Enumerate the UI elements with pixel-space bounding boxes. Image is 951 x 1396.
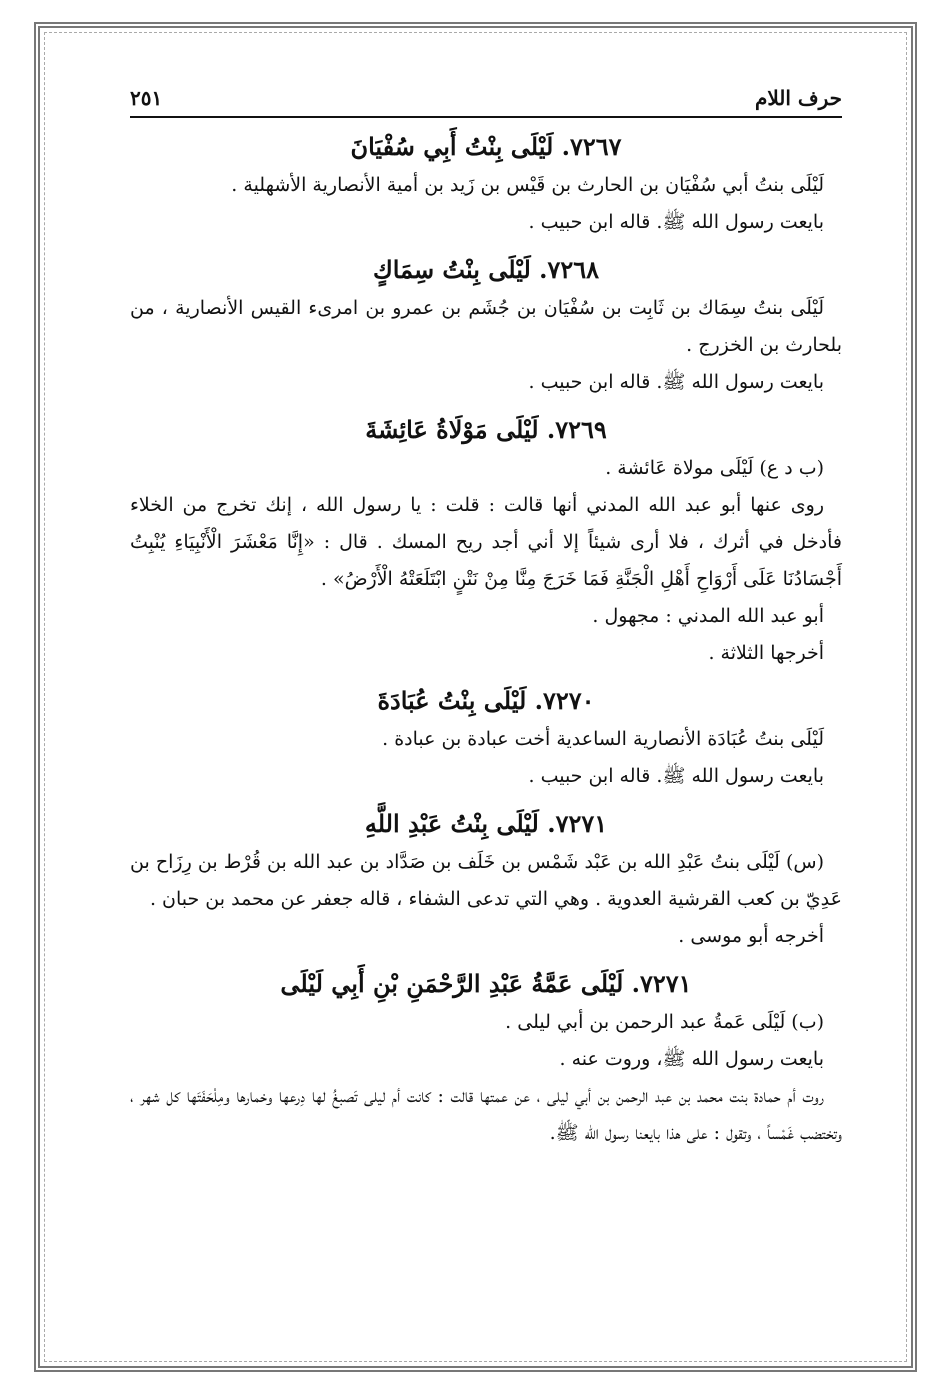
entry-paragraph: بايعت رسول الله ﷺ. قاله ابن حبيب . <box>528 765 824 787</box>
entry-title: ٧٢٦٨. لَيْلَى بِنْتُ سِمَاكٍ <box>372 255 600 284</box>
page <box>130 72 842 1372</box>
entry-paragraph: (س) لَيْلَى بنتُ عَبْدِ الله بن عَبْد شَمْس بن خَلَف بن صَدَّاد بن عبد الله بن قُرْط بن رِزَاح بن عَدِيّ بن كعب القرشية العدوية . وهي التي تدعى الشفاء ، قاله جعفر عن محمد بن حبان . <box>130 851 842 910</box>
entry-paragraph: بايعت رسول الله ﷺ. قاله ابن حبيب . <box>528 371 824 393</box>
entry-paragraph: (ب د ع) لَيْلَى مولاة عَائشة . <box>605 457 824 479</box>
entry <box>130 132 842 241</box>
entry-paragraph: بايعت رسول الله ﷺ، وروت عنه . <box>559 1048 824 1070</box>
entry <box>130 415 842 672</box>
entry <box>130 969 842 1152</box>
entry-paragraph: أخرجها الثلاثة . <box>708 642 824 664</box>
entry-paragraph: لَيْلَى بنتُ سِمَاك بن ثَابِت بن سُفْيَان بن جُشَم بن عمرو بن امرىء القيس الأنصارية ، من بلحارث بن الخزرج . <box>130 297 842 356</box>
entry-paragraph: أخرجه أبو موسى . <box>678 925 824 947</box>
chapter-title: حرف اللام <box>754 86 842 110</box>
entry-paragraph: بايعت رسول الله ﷺ. قاله ابن حبيب . <box>528 211 824 233</box>
entry-title: ٧٢٧٠. لَيْلَى بِنْتُ عُبَادَةَ <box>377 686 595 715</box>
entry <box>130 255 842 401</box>
entry-title: ٧٢٧١. لَيْلَى عَمَّةُ عَبْدِ الرَّحْمَنِ بْنِ أَبِي لَيْلَى <box>280 969 692 998</box>
entry-paragraph: (ب) لَيْلَى عَمةُ عبد الرحمن بن أبي ليلى . <box>505 1011 824 1033</box>
entry-paragraph: أبو عبد الله المدني : مجهول . <box>592 605 824 627</box>
entry-paragraph: لَيْلَى بنتُ أبي سُفْيَان بن الحارث بن قَيْس بن زَيد بن أمية الأنصارية الأشهلية . <box>231 174 824 196</box>
page-number: ٢٥١ <box>130 86 163 110</box>
entry-title: ٧٢٦٧. لَيْلَى بِنْتُ أَبِي سُفْيَانَ <box>350 132 622 161</box>
entry-paragraph: روى عنها أبو عبد الله المدني أنها قالت : قلت : يا رسول الله ، إنك تخرج من الخلاء فأدخل في أثرك ، فلا أرى شيئاً إلا أني أجد ريح المسك . قال : «إِنَّا مَعْشَرَ الْأَنْبِيَاءِ يُنْبِتُ أَجْسَادُنَا عَلَى أَرْوَاحِ أَهْلِ الْجَنَّةِ فَمَا خَرَجَ مِنَّا مِنْ نَتْنٍ ابْتَلَعَتْهُ الْأَرْضُ» . <box>130 494 842 590</box>
entry-paragraph: لَيْلَى بنتُ عُبَادَة الأنصارية الساعدية أخت عبادة بن عبادة . <box>382 728 824 750</box>
entry-title: ٧٢٦٩. لَيْلَى مَوْلَاةُ عَائِشَةَ <box>365 415 607 444</box>
entry-paragraph: روت أم حمادة بنت محمد بن عبد الرحمن بن أبي ليلى ، عن عمتها قالت : كانت أم ليلى تَصبغُ لها دِرعها وخمارها ومِلْحَفَتَها كل شهر ، وتختضب غَمْساً ، وتقول : على هذا بايعنا رسول الله ﷺ. <box>130 1085 842 1144</box>
entry <box>130 686 842 795</box>
entry-title: ٧٢٧١. لَيْلَى بِنْتُ عَبْدِ اللَّهِ <box>364 809 608 838</box>
entry <box>130 809 842 955</box>
page-header <box>130 72 842 118</box>
